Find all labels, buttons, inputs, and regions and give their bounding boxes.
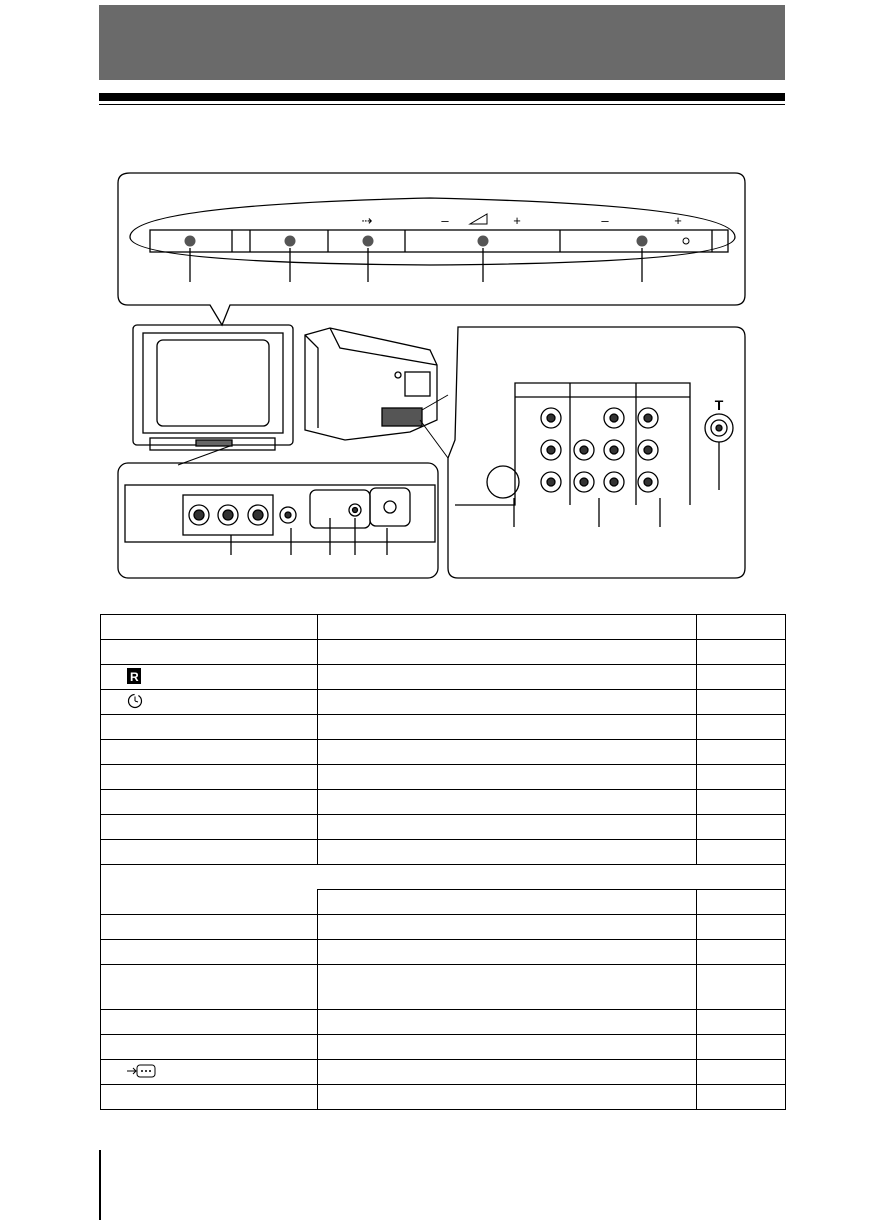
front-inputs-callout [118, 463, 438, 578]
table-row [101, 1060, 786, 1085]
table-row [101, 615, 786, 640]
tv-controls-figure [0, 0, 870, 600]
table-row [101, 815, 786, 840]
table-row [101, 665, 786, 690]
table-row [101, 715, 786, 740]
timer-icon [127, 693, 143, 712]
volume-button-dot [478, 236, 489, 247]
tv-front-drawing [133, 325, 293, 450]
table-row [101, 840, 786, 865]
svg-text:+: + [674, 213, 682, 228]
table-row [101, 1085, 786, 1110]
svg-text:–: – [441, 213, 449, 228]
table-section-row [101, 865, 786, 890]
input-select-button-dot [363, 236, 374, 247]
page-margin-line [99, 1150, 101, 1220]
table-row [101, 690, 786, 715]
table-row [101, 1010, 786, 1035]
front-control-buttons [185, 236, 648, 247]
table-row [101, 965, 786, 1010]
tv-side-drawing [305, 328, 437, 440]
video-input-icon [127, 1063, 157, 1082]
table-row [101, 640, 786, 665]
standby-indicator [683, 238, 689, 244]
table-row [101, 740, 786, 765]
svg-text:R: R [130, 669, 139, 684]
antenna-symbol: T [714, 397, 724, 413]
table-row [101, 915, 786, 940]
front-control-callout [118, 173, 745, 325]
input-icon: ⇢ [361, 213, 373, 228]
program-button-dot [637, 236, 648, 247]
parts-reference-table [100, 614, 786, 1110]
power-button-dot [185, 236, 196, 247]
reset-button-dot [285, 236, 296, 247]
table-row [101, 890, 786, 915]
rear-connectors-callout [448, 327, 745, 578]
table-row [101, 765, 786, 790]
svg-text:–: – [601, 213, 609, 228]
table-row [101, 1035, 786, 1060]
table-row [101, 790, 786, 815]
svg-text:+: + [513, 213, 521, 228]
volume-icon [470, 214, 487, 224]
table-row [101, 940, 786, 965]
picture-mode-icon [127, 668, 141, 687]
